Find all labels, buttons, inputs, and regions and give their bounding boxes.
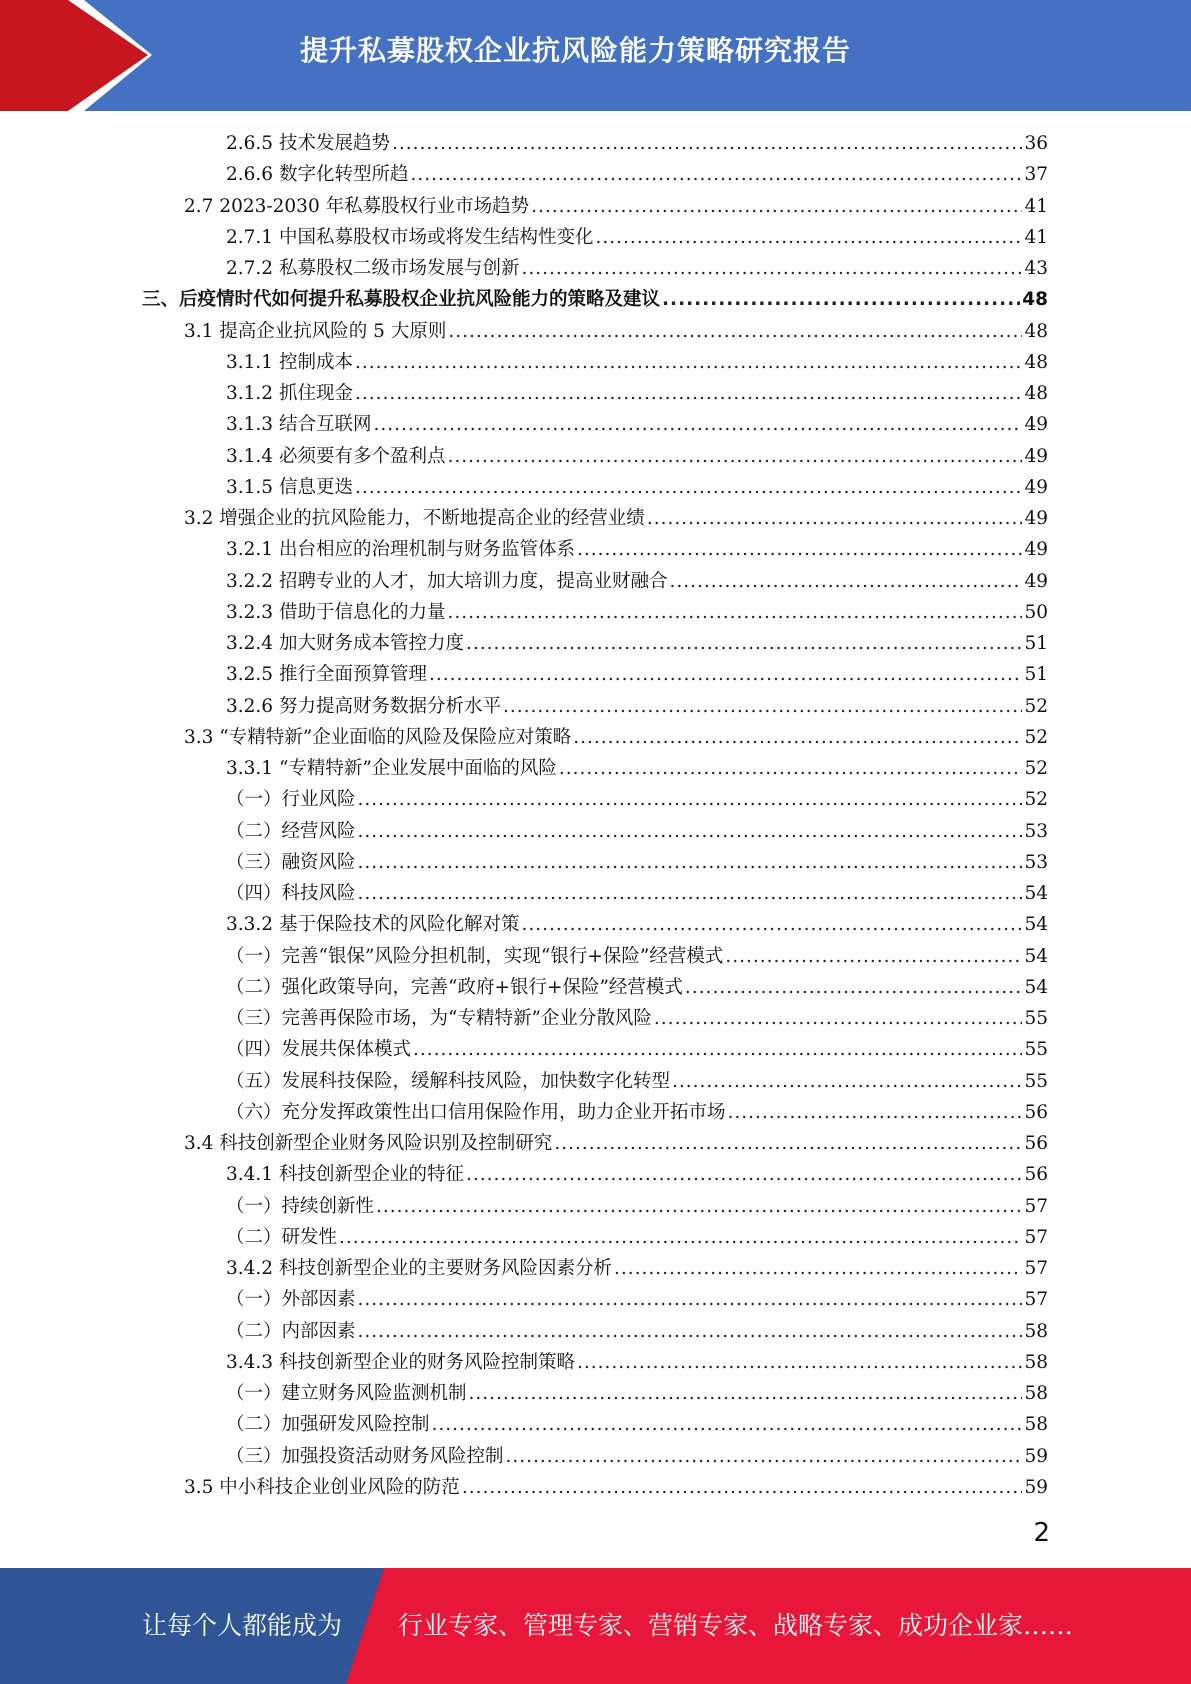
toc-dot-leader (355, 472, 1023, 503)
toc-entry-page: 49 (1024, 539, 1048, 560)
toc-entry-title: （二）经营风险 (226, 821, 356, 842)
toc-dot-leader (358, 816, 1023, 847)
toc-entry[interactable] (226, 1066, 1048, 1097)
toc-entry-title: 3.1.2 抓住现金 (226, 383, 353, 404)
toc-entry-page: 48 (1024, 352, 1048, 373)
toc-dot-leader (614, 1253, 1022, 1284)
toc-entry[interactable] (226, 1191, 1048, 1222)
toc-entry[interactable] (226, 1159, 1048, 1190)
toc-entry[interactable] (184, 503, 1048, 534)
toc-entry-page: 52 (1024, 727, 1048, 748)
toc-entry-title: （三）加强投资活动财务风险控制 (226, 1446, 504, 1467)
footer-banner (0, 1568, 1191, 1684)
toc-dot-leader (595, 222, 1022, 253)
toc-entry-page: 54 (1024, 883, 1048, 904)
toc-entry[interactable] (226, 1222, 1048, 1253)
toc-entry-page: 54 (1024, 914, 1048, 935)
toc-dot-leader (728, 1097, 1023, 1128)
toc-entry-page: 59 (1024, 1477, 1048, 1498)
toc-entry-title: 3.4.3 科技创新型企业的财务风险控制策略 (226, 1352, 575, 1373)
toc-entry-page: 54 (1024, 977, 1048, 998)
toc-entry-title: 2.6.6 数字化转型所趋 (226, 164, 409, 185)
toc-entry[interactable] (184, 1472, 1048, 1503)
toc-entry[interactable] (226, 472, 1048, 503)
toc-entry-page: 48 (1024, 321, 1048, 342)
toc-entry[interactable] (226, 972, 1048, 1003)
toc-dot-leader (339, 1222, 1022, 1253)
toc-entry-page: 52 (1024, 758, 1048, 779)
toc-dot-leader (577, 1347, 1022, 1378)
toc-entry-page: 49 (1024, 477, 1048, 498)
toc-entry-title: （一）持续创新性 (226, 1196, 375, 1217)
toc-dot-leader (358, 1284, 1023, 1315)
toc-dot-leader (662, 284, 1020, 315)
toc-entry-page: 49 (1024, 508, 1048, 529)
toc-dot-leader (447, 441, 1022, 472)
toc-dot-leader (358, 878, 1023, 909)
toc-entry[interactable] (226, 222, 1048, 253)
toc-entry[interactable] (226, 1378, 1048, 1409)
toc-entry-page: 48 (1022, 289, 1048, 310)
toc-dot-leader (469, 1378, 1023, 1409)
toc-dot-leader (355, 347, 1023, 378)
toc-dot-leader (466, 1159, 1022, 1190)
toc-entry-title: （三）融资风险 (226, 852, 356, 873)
toc-entry-title: （一）建立财务风险监测机制 (226, 1383, 467, 1404)
toc-entry-title: 3.3.2 基于保险技术的风险化解对策 (226, 914, 520, 935)
toc-entry-page: 43 (1024, 258, 1048, 279)
toc-dot-leader (554, 1128, 1022, 1159)
footer-slogan-right: 行业专家、管理专家、营销专家、战略专家、成功企业家…… (398, 1611, 1074, 1640)
report-header-banner (0, 0, 1191, 111)
toc-dot-leader (448, 316, 1022, 347)
toc-entry[interactable] (226, 909, 1048, 940)
toc-dot-leader (466, 628, 1022, 659)
toc-entry[interactable] (226, 628, 1048, 659)
toc-dot-leader (685, 972, 1023, 1003)
toc-dot-leader (358, 1316, 1023, 1347)
toc-dot-leader (506, 1441, 1023, 1472)
toc-dot-leader (358, 847, 1023, 878)
toc-entry-page: 56 (1024, 1102, 1048, 1123)
toc-entry-page: 57 (1024, 1258, 1048, 1279)
toc-entry-page: 58 (1024, 1383, 1048, 1404)
toc-entry-title: 3.2.3 借助于信息化的力量 (226, 602, 446, 623)
toc-dot-leader (413, 1034, 1022, 1065)
toc-entry-page: 51 (1024, 664, 1048, 685)
toc-entry-page: 48 (1024, 383, 1048, 404)
toc-entry-title: 3.2.2 招聘专业的人才，加大培训力度，提高业财融合 (226, 571, 668, 592)
toc-entry[interactable] (226, 441, 1048, 472)
toc-entry-title: 3.2.5 推行全面预算管理 (226, 664, 427, 685)
toc-entry-page: 51 (1024, 633, 1048, 654)
toc-dot-leader (373, 409, 1022, 440)
toc-entry-title: （四）科技风险 (226, 883, 356, 904)
toc-entry-title: 3.1.5 信息更迭 (226, 477, 353, 498)
toc-entry-page: 37 (1024, 164, 1048, 185)
toc-entry[interactable] (226, 1253, 1048, 1284)
toc-entry-title: 3.2 增强企业的抗风险能力，不断地提高企业的经营业绩 (184, 508, 645, 529)
toc-entry-title: 3.4.1 科技创新型企业的特征 (226, 1164, 464, 1185)
toc-entry-title: 2.7 2023-2030 年私募股权行业市场趋势 (184, 196, 530, 217)
toc-entry-page: 58 (1024, 1352, 1048, 1373)
toc-entry-title: （一）外部因素 (226, 1289, 356, 1310)
toc-entry[interactable] (226, 159, 1048, 190)
toc-entry-title: （一）行业风险 (226, 789, 356, 810)
toc-entry-title: 3.3.1 “专精特新”企业发展中面临的风险 (226, 758, 557, 779)
toc-entry-page: 56 (1024, 1164, 1048, 1185)
toc-entry-title: 3.4 科技创新型企业财务风险识别及控制研究 (184, 1133, 553, 1154)
toc-entry[interactable] (226, 847, 1048, 878)
toc-entry-title: 3.5 中小科技企业创业风险的防范 (184, 1477, 460, 1498)
toc-entry-title: 3.3 “专精特新”企业面临的风险及保险应对策略 (184, 727, 572, 748)
toc-entry-title: 3.4.2 科技创新型企业的主要财务风险因素分析 (226, 1258, 612, 1279)
toc-entry-page: 41 (1024, 227, 1048, 248)
toc-entry-page: 52 (1024, 696, 1048, 717)
toc-entry-title: （二）内部因素 (226, 1321, 356, 1342)
toc-entry[interactable] (226, 753, 1048, 784)
toc-entry-page: 59 (1024, 1446, 1048, 1467)
toc-entry-page: 55 (1024, 1008, 1048, 1029)
page-number: 2 (1033, 1518, 1050, 1548)
toc-entry[interactable] (226, 253, 1048, 284)
toc-dot-leader (376, 1191, 1022, 1222)
toc-entry-page: 41 (1024, 196, 1048, 217)
toc-dot-leader (392, 128, 1022, 159)
toc-entry[interactable] (226, 1034, 1048, 1065)
toc-dot-leader (669, 566, 1022, 597)
toc-dot-leader (447, 597, 1022, 628)
toc-entry-page: 57 (1024, 1227, 1048, 1248)
toc-dot-leader (573, 722, 1022, 753)
toc-entry[interactable] (226, 784, 1048, 815)
toc-entry[interactable] (226, 1409, 1048, 1440)
toc-entry-page: 49 (1024, 414, 1048, 435)
toc-entry-page: 49 (1024, 571, 1048, 592)
toc-entry-title: （二）加强研发风险控制 (226, 1414, 430, 1435)
toc-dot-leader (559, 753, 1023, 784)
toc-entry-title: 3.2.4 加大财务成本管控力度 (226, 633, 464, 654)
toc-entry-title: （二）研发性 (226, 1227, 338, 1248)
toc-dot-leader (410, 159, 1022, 190)
toc-entry-page: 57 (1024, 1196, 1048, 1217)
toc-entry-title: 3.1.3 结合互联网 (226, 414, 372, 435)
toc-dot-leader (725, 941, 1022, 972)
red-chevron-decoration (0, 0, 160, 111)
toc-dot-leader (358, 784, 1023, 815)
toc-entry-title: （四）发展共保体模式 (226, 1039, 412, 1060)
toc-entry-title: （六）充分发挥政策性出口信用保险作用，助力企业开拓市场 (226, 1102, 726, 1123)
toc-entry-page: 56 (1024, 1133, 1048, 1154)
toc-entry-page: 55 (1024, 1039, 1048, 1060)
toc-entry[interactable] (184, 722, 1048, 753)
toc-entry-page: 57 (1024, 1289, 1048, 1310)
toc-entry-title: 3.1.1 控制成本 (226, 352, 353, 373)
toc-entry-page: 53 (1024, 821, 1048, 842)
toc-entry-page: 52 (1024, 789, 1048, 810)
toc-entry[interactable] (226, 1441, 1048, 1472)
toc-dot-leader (503, 691, 1022, 722)
toc-entry[interactable] (226, 878, 1048, 909)
toc-entry[interactable] (184, 191, 1048, 222)
toc-dot-leader (521, 253, 1022, 284)
toc-entry-title: 三、后疫情时代如何提升私募股权企业抗风险能力的策略及建议 (142, 289, 661, 310)
toc-entry[interactable] (226, 659, 1048, 690)
toc-entry-title: （二）强化政策导向，完善“政府+银行+保险”经营模式 (226, 977, 683, 998)
toc-entry[interactable] (226, 691, 1048, 722)
toc-dot-leader (654, 1003, 1023, 1034)
toc-entry[interactable] (226, 941, 1048, 972)
toc-entry-title: 2.6.5 技术发展趋势 (226, 133, 390, 154)
toc-entry-page: 54 (1024, 946, 1048, 967)
toc-entry-title: 3.1 提高企业抗风险的 5 大原则 (184, 321, 447, 342)
toc-entry[interactable] (226, 1316, 1048, 1347)
toc-entry[interactable] (226, 597, 1048, 628)
toc-dot-leader (531, 191, 1022, 222)
toc-entry-title: 2.7.1 中国私募股权市场或将发生结构性变化 (226, 227, 594, 248)
toc-entry[interactable] (184, 316, 1048, 347)
toc-entry-page: 55 (1024, 1071, 1048, 1092)
toc-entry[interactable] (226, 1003, 1048, 1034)
toc-entry[interactable] (226, 1284, 1048, 1315)
toc-dot-leader (462, 1472, 1023, 1503)
toc-entry-title: （一）完善“银保”风险分担机制，实现“银行+保险”经营模式 (226, 946, 724, 967)
toc-entry[interactable] (142, 284, 1048, 315)
toc-entry-page: 49 (1024, 446, 1048, 467)
toc-entry-page: 58 (1024, 1414, 1048, 1435)
toc-entry-page: 58 (1024, 1321, 1048, 1342)
toc-entry[interactable] (184, 1128, 1048, 1159)
toc-entry-title: 2.7.2 私募股权二级市场发展与创新 (226, 258, 520, 279)
toc-dot-leader (647, 503, 1023, 534)
toc-dot-leader (355, 378, 1023, 409)
toc-entry-page: 36 (1024, 133, 1048, 154)
toc-entry-title: （五）发展科技保险，缓解科技风险，加快数字化转型 (226, 1071, 671, 1092)
toc-entry[interactable] (226, 1347, 1048, 1378)
toc-entry-page: 53 (1024, 852, 1048, 873)
toc-entry[interactable] (226, 534, 1048, 565)
toc-entry-title: 3.2.6 努力提高财务数据分析水平 (226, 696, 501, 717)
toc-entry[interactable] (226, 128, 1048, 159)
toc-entry-page: 50 (1024, 602, 1048, 623)
toc-entry[interactable] (226, 347, 1048, 378)
toc-dot-leader (432, 1409, 1023, 1440)
toc-entry[interactable] (226, 1097, 1048, 1128)
toc-dot-leader (672, 1066, 1022, 1097)
footer-slogan-left: 让每个人都能成为 (142, 1611, 343, 1640)
toc-entry-title: 3.1.4 必须要有多个盈利点 (226, 446, 446, 467)
toc-dot-leader (429, 659, 1022, 690)
toc-dot-leader (521, 909, 1022, 940)
toc-entry-title: （三）完善再保险市场，为“专精特新”企业分散风险 (226, 1008, 652, 1029)
toc-entry[interactable] (226, 409, 1048, 440)
toc-entry[interactable] (226, 378, 1048, 409)
report-title: 提升私募股权企业抗风险能力策略研究报告 (300, 34, 852, 67)
toc-dot-leader (577, 534, 1022, 565)
toc-entry[interactable] (226, 816, 1048, 847)
toc-entry[interactable] (226, 566, 1048, 597)
toc-entry-title: 3.2.1 出台相应的治理机制与财务监管体系 (226, 539, 575, 560)
